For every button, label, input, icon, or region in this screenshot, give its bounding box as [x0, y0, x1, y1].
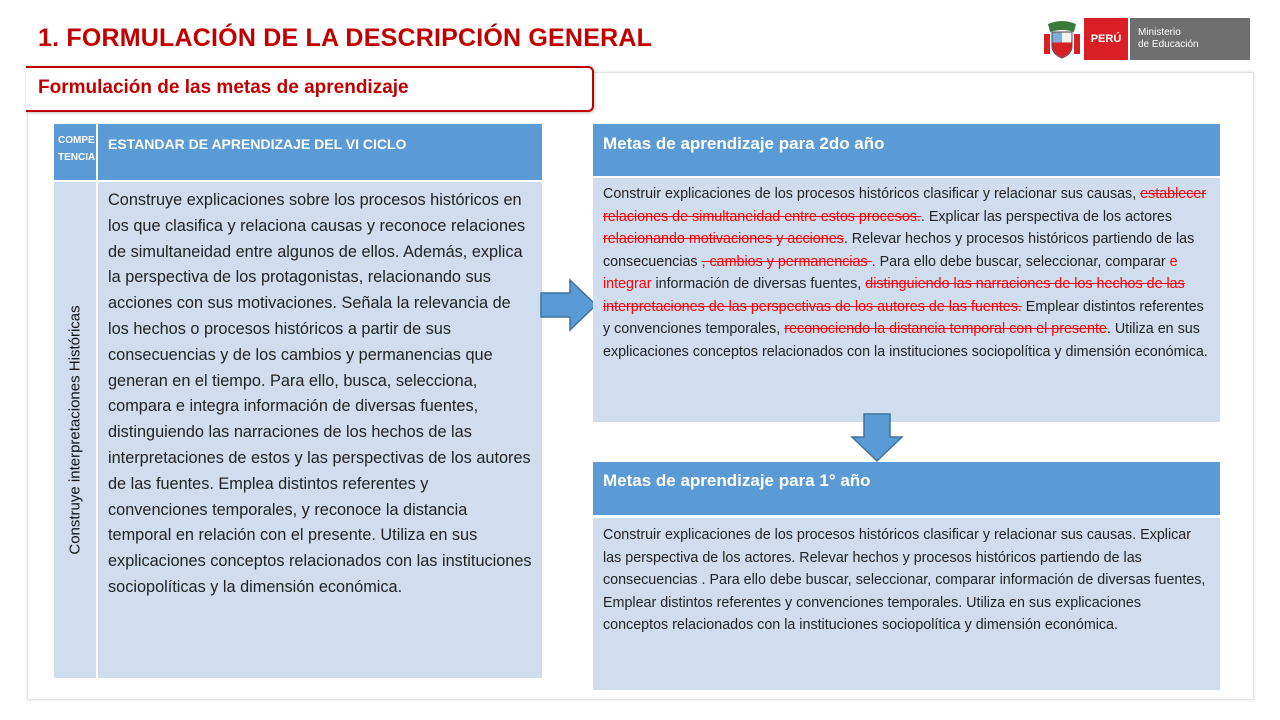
- estandar-text: Construye explicaciones sobre los procesos históricos en los que clasifica y relaciona causas y reconoce relaciones de simultaneidad entre algunos de ellos. Además, explica la perspectiva de los protagonistas, relacionando sus acciones con sus motivaciones. Señala la relevancia de los hechos o procesos históricos a partir de sus consecuencias y de los cambios y permanencias que generan en el tiempo. Para ello, busca, selecciona, compara e integra información de diversas fuentes, distinguiendo las narraciones de los hechos de las interpretaciones de estos y las perspectivas de los autores de las fuentes. Emplea distintos referentes y convenciones temporales, y reconoce la distancia temporal en relación con el presente. Utiliza en sus explicaciones conceptos relacionados con las instituciones sociopolíticas y la dimensión económica.: [98, 182, 542, 678]
- text-segment: Construir explicaciones de los procesos históricos clasificar y relacionar sus causas,: [603, 186, 1141, 202]
- page-title: 1. FORMULACIÓN DE LA DESCRIPCIÓN GENERAL: [38, 24, 653, 52]
- ministry-logo: [1044, 18, 1250, 60]
- struck-text-segment: reconociendo la distancia temporal con el presente: [784, 321, 1107, 337]
- struck-text-segment: relacionando motivaciones y acciones: [603, 231, 844, 247]
- struck-text-segment: establecer relaciones de simultaneidad entre estos procesos.: [603, 186, 1207, 225]
- metas-1ro-header: Metas de aprendizaje para 1° año: [593, 462, 1220, 515]
- subtitle-box: [26, 66, 594, 112]
- struck-text-segment: , cambios y permanencias: [701, 253, 872, 270]
- text-segment: . Explicar las perspectiva de los actores: [920, 208, 1172, 225]
- estandar-header: ESTANDAR DE APRENDIZAJE DEL VI CICLO: [98, 124, 542, 180]
- added-text-segment: e integrar: [603, 253, 1178, 292]
- metas-2do-header: Metas de aprendizaje para 2do año: [593, 124, 1220, 176]
- subtitle: Formulación de las metas de aprendizaje: [38, 77, 409, 98]
- ministry-line-2: de Educación: [1138, 39, 1199, 50]
- arrow-right-icon: [540, 278, 598, 332]
- ministry-line-1: Ministerio: [1138, 27, 1181, 38]
- text-segment: . Para ello debe buscar, seleccionar, comparar: [871, 253, 1170, 270]
- text-segment: . Utiliza en sus explicaciones conceptos relacionados con la instituciones sociopolítica y dimensión económica.: [603, 321, 1208, 360]
- competencia-text: Construye interpretaciones Históricas: [66, 305, 84, 555]
- arrow-down-icon: [850, 413, 904, 463]
- peru-label: PERÚ: [1084, 18, 1128, 60]
- peru-coat-of-arms-icon: [1044, 18, 1080, 60]
- text-segment: información de diversas fuentes,: [651, 276, 866, 292]
- competencia-cell: [54, 182, 96, 678]
- metas-2do-text: [593, 178, 1220, 422]
- metas-1ro-text: Construir explicaciones de los procesos históricos clasificar y relacionar sus causas. Explicar las perspectiva de los actores. Relevar hechos y procesos históricos partiendo de las consecuencias . Para ello debe buscar, seleccionar, comparar información de diversas fuentes, Emplear distintos referentes y convenciones temporales. Utiliza en sus explicaciones conceptos relacionados con la instituciones sociopolítica y dimensión económica.: [593, 518, 1220, 690]
- ministry-label: [1130, 18, 1250, 60]
- text-segment: Emplear distintos referentes y convenciones temporales,: [603, 298, 1204, 337]
- competencia-header: [54, 124, 96, 180]
- competencia-header-line-2: TENCIA: [58, 152, 96, 163]
- struck-text-segment: distinguiendo las narraciones de los hechos de las interpretaciones de las perspectivas de los autores de las fuentes.: [603, 276, 1185, 315]
- competencia-header-line-1: COMPE: [58, 135, 95, 146]
- text-segment: . Relevar hechos y procesos históricos partiendo de las consecuencias: [603, 231, 1195, 270]
